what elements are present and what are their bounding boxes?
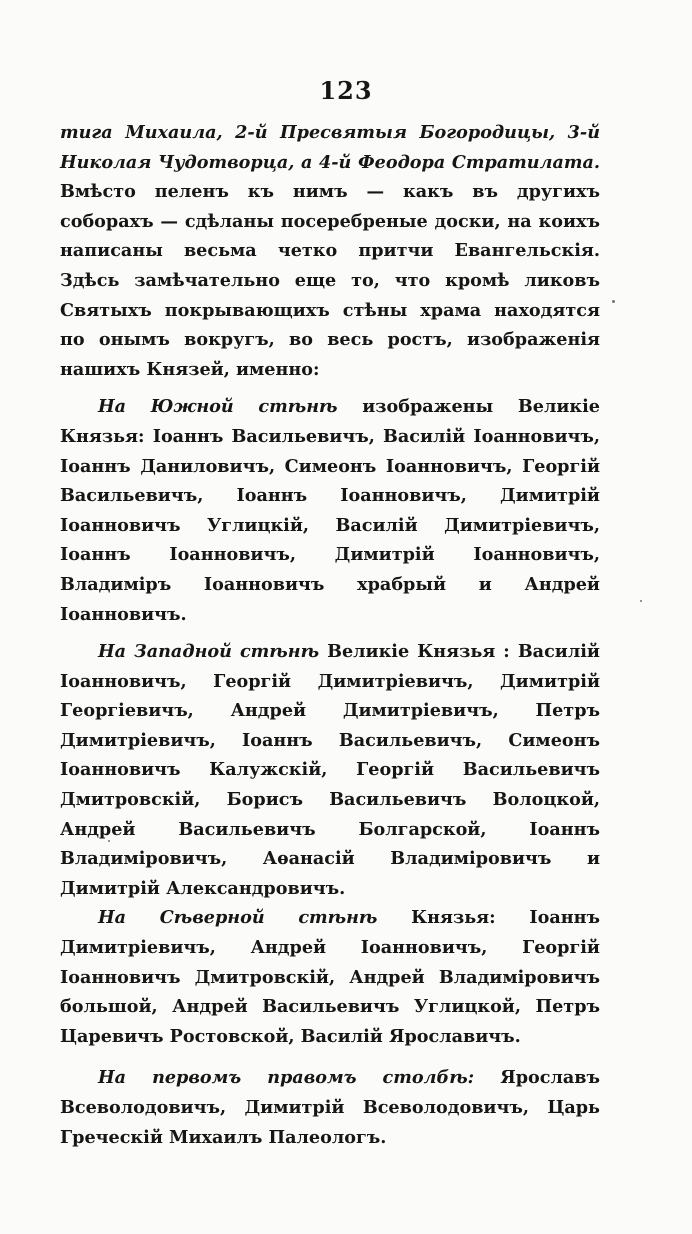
paragraph-first-right-pillar xyxy=(60,1063,600,1152)
paragraph-north-wall xyxy=(60,903,600,1051)
paragraph-intro xyxy=(60,118,600,384)
south-wall-heading: На Южной стѣнѣ xyxy=(98,396,338,418)
ink-speck xyxy=(612,300,615,303)
paragraph-west-wall xyxy=(60,637,600,903)
saints-list-text: тига Михаила, 2-й Пресвятыя Богородицы, 3-й Николая Чудотворца, а 4-й Феодора Стратилата. xyxy=(60,122,600,173)
ink-speck xyxy=(108,840,110,842)
body-text xyxy=(60,118,600,1152)
west-wall-heading: На Западной стѣнѣ xyxy=(98,641,320,663)
first-right-pillar-names: Ярославъ Всеволодовичъ, Димитрій Всеволодовичъ, Царь Греческій Михаилъ Палеологъ. xyxy=(60,1067,601,1148)
south-wall-names: изображены Великіе Князья: Іоаннъ Васильевичъ, Василій Іоанновичъ, Іоаннъ Даниловичъ, Симеонъ Іоанновичъ, Георгій Васильевичъ, Іоаннъ Іоанновичъ, Димитрій Іоанновичъ Углицкій, Василій Димитріевичъ, Іоаннъ Іоанновичъ, Димитрій Іоанновичъ, Владиміръ Іоанновичъ храбрый и Андрей Іоанновичъ. xyxy=(60,396,600,625)
north-wall-heading: На Сѣверной стѣнѣ xyxy=(98,907,378,929)
page-number: 123 xyxy=(319,76,373,105)
paragraph-south-wall xyxy=(60,392,600,629)
ink-speck xyxy=(640,600,642,602)
first-right-pillar-heading: На первомъ правомъ столбѣ: xyxy=(98,1067,475,1089)
west-wall-names: Великіе Князья : Василій Іоанновичъ, Георгій Димитріевичъ, Димитрій Георгіевичъ, Андрей Димитріевичъ, Петръ Димитріевичъ, Іоаннъ Васильевичъ, Симеонъ Іоанновичъ Калужскій, Георгій Васильевичъ Дмитровскій, Борисъ Васильевичъ Волоцкой, Андрей Васильевичъ Болгарской, Іоаннъ Владиміровичъ, Аѳанасій Владиміровичъ и Димитрій Александровичъ. xyxy=(60,641,600,899)
north-wall-names: Князья: Іоаннъ Димитріевичъ, Андрей Іоанновичъ, Георгій Іоанновичъ Дмитровскій, Андрей Владиміровичъ большой, Андрей Васильевичъ Углицкой, Петръ Царевичъ Ростовской, Василій Ярославичъ. xyxy=(60,907,600,1047)
description-text: Вмѣсто пеленъ къ нимъ — какъ въ другихъ соборахъ — сдѣланы посеребреные доски, на коихъ написаны весьма четко притчи Евангельскія. Здѣсь замѣчательно еще то, что кромѣ ликовъ Святыхъ покрывающихъ стѣны храма находятся по онымъ вокругъ, во весь ростъ, изображенія нашихъ Князей, именно: xyxy=(60,181,600,380)
